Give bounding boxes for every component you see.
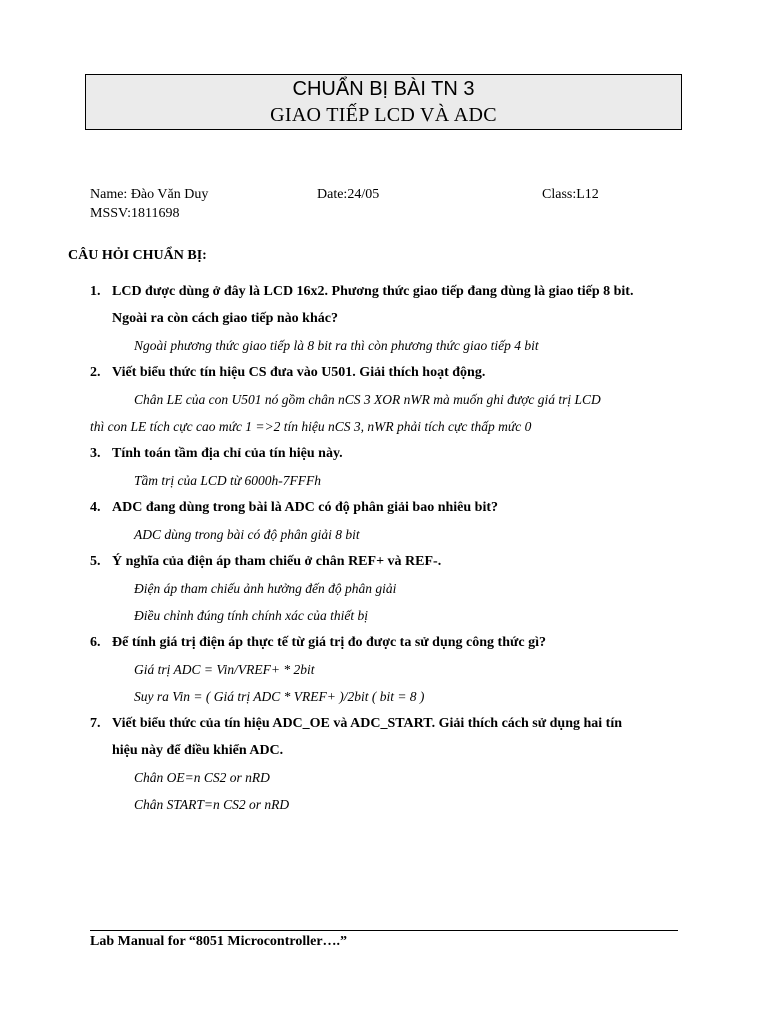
answer-text: Chân START=n CS2 or nRD (134, 797, 290, 812)
answer-text: Chân LE của con U501 nó gồm chân nCS 3 XOR nWR mà muốn ghi được giá trị LCD (134, 392, 601, 407)
answer-text: Điện áp tham chiếu ảnh hưởng đến độ phân giải (134, 581, 397, 596)
submission-date: Date:24/05 (317, 187, 380, 202)
answer-text: Tầm trị của LCD từ 6000h-7FFFh (134, 473, 321, 488)
question-text: Viết biểu thức của tín hiệu ADC_OE và ADC_START. Giải thích cách sử dụng hai tín (112, 716, 623, 731)
question-number: 4. (90, 500, 101, 515)
question-text: Ngoài ra còn cách giao tiếp nào khác? (112, 311, 338, 326)
question-number: 5. (90, 554, 101, 569)
answer-text: Giá trị ADC = Vin/VREF+ * 2bit (134, 662, 315, 677)
answer-text: Điều chỉnh đúng tính chính xác của thiết bị (134, 608, 368, 623)
question-text: Tính toán tầm địa chỉ của tín hiệu này. (112, 446, 343, 461)
document-subtitle: GIAO TIẾP LCD VÀ ADC (270, 104, 497, 126)
question-number: 7. (90, 716, 101, 731)
question-number: 2. (90, 365, 101, 380)
answer-text: ADC dùng trong bài có độ phân giải 8 bit (134, 527, 360, 542)
question-number: 3. (90, 446, 101, 461)
student-name: Name: Đào Văn Duy (90, 187, 209, 202)
answer-text: Suy ra Vin = ( Giá trị ADC * VREF+ )/2bit ( bit = 8 ) (134, 689, 425, 704)
document-title: CHUẨN BỊ BÀI TN 3 (292, 78, 475, 100)
question-text: Để tính giá trị điện áp thực tế từ giá trị đo được ta sử dụng công thức gì? (112, 635, 546, 650)
question-text: Ý nghĩa của điện áp tham chiếu ở chân REF+ và REF-. (112, 554, 442, 569)
student-id: MSSV:1811698 (90, 206, 180, 221)
answer-text: Ngoài phương thức giao tiếp là 8 bit ra thì còn phương thức giao tiếp 4 bit (134, 338, 539, 353)
question-text: LCD được dùng ở đây là LCD 16x2. Phương thức giao tiếp đang dùng là giao tiếp 8 bit. (112, 284, 634, 299)
question-text: hiệu này để điều khiển ADC. (112, 743, 284, 758)
title-box (85, 74, 682, 130)
section-title: CÂU HỎI CHUẨN BỊ: (68, 248, 207, 263)
student-class: Class:L12 (542, 187, 599, 202)
page-footer: Lab Manual for “8051 Microcontroller….” (90, 934, 348, 949)
question-text: ADC đang dùng trong bài là ADC có độ phân giải bao nhiêu bit? (112, 500, 499, 515)
question-text: Viết biểu thức tín hiệu CS đưa vào U501. Giải thích hoạt động. (112, 365, 486, 380)
answer-text: Chân OE=n CS2 or nRD (134, 770, 270, 785)
question-number: 1. (90, 284, 101, 299)
answer-text: thì con LE tích cực cao mức 1 =>2 tín hiệu nCS 3, nWR phải tích cực thấp mức 0 (90, 419, 532, 434)
footer-divider (90, 930, 678, 931)
question-number: 6. (90, 635, 101, 650)
